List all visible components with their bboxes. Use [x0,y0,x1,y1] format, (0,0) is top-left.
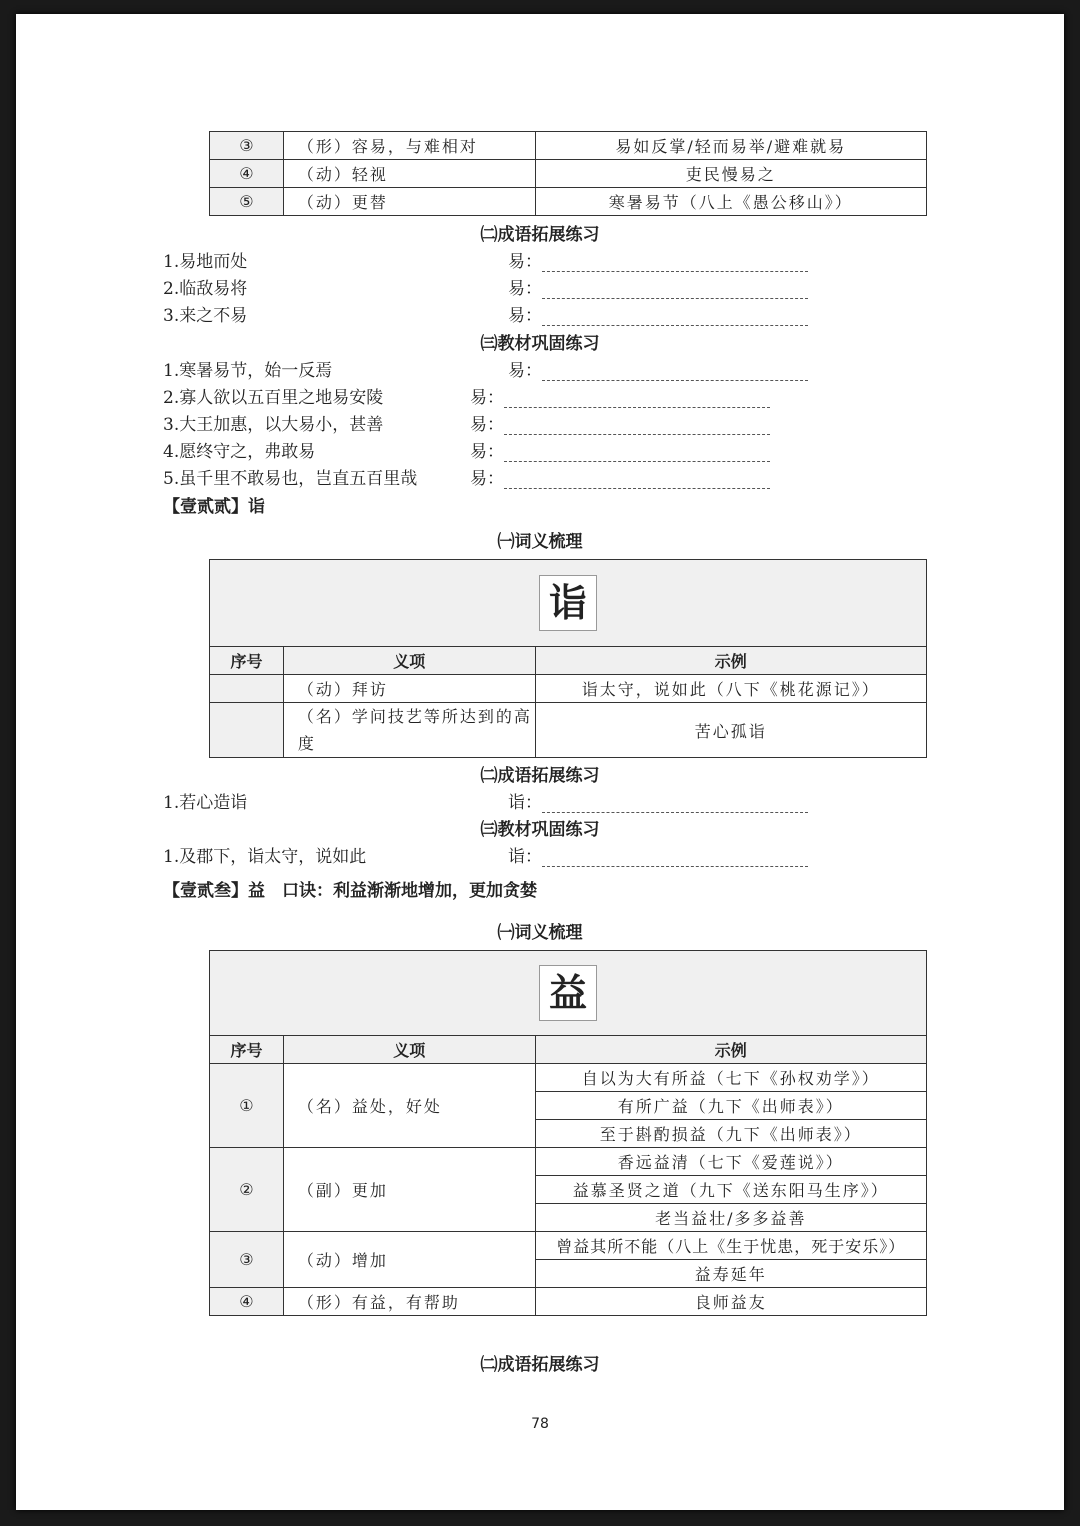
table-row [210,675,927,703]
table-row [210,1148,927,1176]
row-number: ③ [210,1232,284,1288]
exercise-question: 3.大王加惠，以大易小，甚善 [163,415,384,435]
exercise-question: 1.及郡下，诣太守，说如此 [163,847,367,867]
answer-blank[interactable] [504,474,770,489]
answer-field[interactable] [508,274,808,299]
table-row [210,1064,927,1092]
exercise-question: 1.若心造诣 [163,793,248,813]
column-header: 序号 [210,1036,284,1064]
answer-blank[interactable] [542,284,808,299]
answer-blank[interactable] [542,366,808,381]
table-header-row [210,1036,927,1064]
example-cell: 自以为大有所益（七下《孙权劝学》） [535,1064,926,1092]
section-title: ㈡成语拓展练习 [480,225,600,245]
example-cell: 诣太守，说如此（八下《桃花源记》） [535,675,926,703]
answer-blank[interactable] [542,798,808,813]
answer-blank[interactable] [542,311,808,326]
table-row [210,703,927,758]
yi3-meaning-table [209,950,927,1316]
section-title: ㈢教材巩固练习 [480,820,600,840]
meaning-cell: （名）学问技艺等所达到的高度 [283,703,535,758]
meaning-cell: （动）拜访 [283,675,535,703]
meaning-cell: （动）轻视 [283,160,535,188]
yi2-meaning-table [209,559,927,758]
example-cell: 至于斟酌损益（九下《出师表》） [535,1120,926,1148]
answer-field[interactable] [508,788,808,813]
table-row [210,1288,927,1316]
row-number: ④ [210,1288,284,1316]
example-cell: 吏民慢易之 [535,160,926,188]
page-number: 78 [531,1416,549,1432]
answer-blank[interactable] [504,420,770,435]
answer-label: 易： [470,415,504,435]
example-cell: 苦心孤诣 [535,703,926,758]
example-cell: 老当益壮/多多益善 [535,1204,926,1232]
answer-field[interactable] [470,410,770,435]
row-number [210,703,284,758]
example-cell: 良师益友 [535,1288,926,1316]
column-header: 示例 [535,647,926,675]
meaning-cell: （名）益处，好处 [283,1064,535,1148]
meaning-cell: （副）更加 [283,1148,535,1232]
answer-field[interactable] [508,842,808,867]
exercise-question: 3.来之不易 [163,306,248,326]
answer-label: 诣： [508,793,542,813]
answer-label: 易： [470,388,504,408]
column-header: 义项 [283,1036,535,1064]
answer-field[interactable] [470,383,770,408]
answer-field[interactable] [470,437,770,462]
meaning-cell: （动）更替 [283,188,535,216]
headword-char: 益 [539,965,597,1021]
row-number: ① [210,1064,284,1148]
section-title: ㈡成语拓展练习 [480,766,600,786]
char-header-cell [210,951,927,1036]
answer-field[interactable] [508,356,808,381]
row-number [210,675,284,703]
answer-blank[interactable] [542,852,808,867]
headword-char: 诣 [539,575,597,631]
answer-label: 易： [470,442,504,462]
answer-label: 易： [508,306,542,326]
table-header-row [210,647,927,675]
row-number: ④ [210,160,284,188]
meaning-cell: （形）有益，有帮助 [283,1288,535,1316]
meaning-cell: （形）容易，与难相对 [283,132,535,160]
answer-field[interactable] [470,464,770,489]
answer-label: 易： [508,252,542,272]
yi-meaning-table-continued [209,131,927,216]
char-header-cell [210,560,927,647]
column-header: 序号 [210,647,284,675]
answer-blank[interactable] [504,393,770,408]
answer-label: 易： [508,279,542,299]
section-title: ㈠词义梳理 [497,923,583,943]
section-title: ㈢教材巩固练习 [480,334,600,354]
table-row [210,188,927,216]
exercise-question: 5.虽千里不敢易也，岂直五百里哉 [163,469,418,489]
example-cell: 香远益清（七下《爱莲说》） [535,1148,926,1176]
answer-field[interactable] [508,301,808,326]
exercise-question: 2.临敌易将 [163,279,248,299]
row-number: ② [210,1148,284,1232]
section-title: ㈠词义梳理 [497,532,583,552]
row-number: ⑤ [210,188,284,216]
table-row [210,132,927,160]
exercise-question: 2.寡人欲以五百里之地易安陵 [163,388,384,408]
answer-blank[interactable] [504,447,770,462]
example-cell: 寒暑易节（八上《愚公移山》） [535,188,926,216]
meaning-cell: （动）增加 [283,1232,535,1288]
exercise-question: 4.愿终守之，弗敢易 [163,442,316,462]
answer-label: 易： [508,361,542,381]
answer-label: 诣： [508,847,542,867]
example-cell: 易如反掌/轻而易举/避难就易 [535,132,926,160]
answer-blank[interactable] [542,257,808,272]
exercise-question: 1.易地而处 [163,252,248,272]
example-cell: 益慕圣贤之道（九下《送东阳马生序》） [535,1176,926,1204]
table-row [210,1232,927,1260]
entry-heading: 【壹贰贰】诣 [163,497,265,517]
answer-label: 易： [470,469,504,489]
example-cell: 有所广益（九下《出师表》） [535,1092,926,1120]
example-cell: 益寿延年 [535,1260,926,1288]
section-title: ㈡成语拓展练习 [480,1355,600,1375]
column-header: 示例 [535,1036,926,1064]
table-row [210,160,927,188]
row-number: ③ [210,132,284,160]
example-cell: 曾益其所不能（八上《生于忧患，死于安乐》） [535,1232,926,1260]
exercise-question: 1.寒暑易节，始一反焉 [163,361,333,381]
answer-field[interactable] [508,247,808,272]
entry-heading: 【壹贰叁】益 口诀：利益渐渐地增加，更加贪婪 [163,881,537,901]
column-header: 义项 [283,647,535,675]
